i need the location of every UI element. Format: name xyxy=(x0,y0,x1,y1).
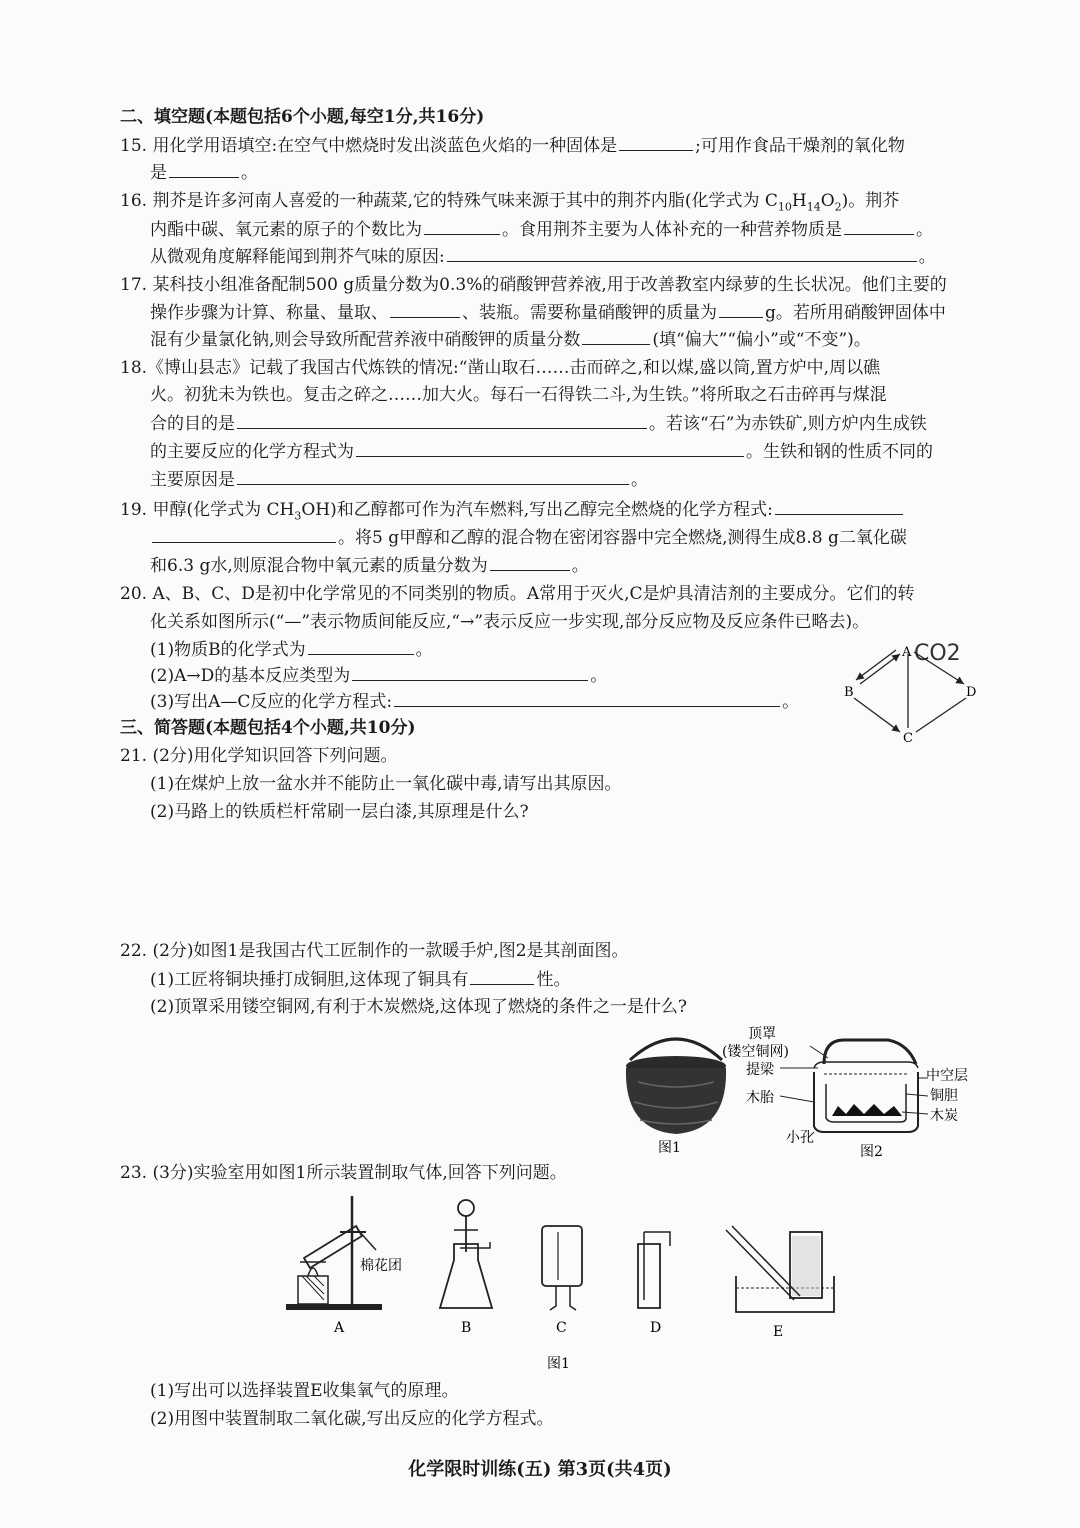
question-20-line-1 xyxy=(120,581,980,608)
formula-element: O xyxy=(820,191,835,211)
q20-text: 。 xyxy=(782,692,800,712)
q16-text: 。 xyxy=(916,220,933,240)
answer-blank[interactable] xyxy=(582,326,650,345)
section-heading-fill-in: 二、填空题(本题包括6个小题,每空1分,共16分) xyxy=(120,107,485,127)
label-charcoal: 木炭 xyxy=(930,1108,958,1124)
q16-text: 从微观角度解释能闻到荆芥气味的原因: xyxy=(150,247,445,267)
q20-text: 。 xyxy=(415,640,433,660)
question-23-sub-2: (2)用图中装置制取二氧化碳,写出反应的化学方程式。 xyxy=(150,1409,554,1429)
q18-text: 。 xyxy=(631,470,648,490)
label-copper-liner: 铜胆 xyxy=(930,1088,958,1104)
apparatus-b xyxy=(440,1200,492,1308)
answer-blank[interactable] xyxy=(424,216,500,235)
label-b: B xyxy=(461,1320,472,1336)
q19-text: 和6.3 g水,则原混合物中氧元素的质量分数为 xyxy=(150,556,488,576)
apparatus-d xyxy=(638,1232,670,1308)
question-23-line-1: 23. (3分)实验室用如图1所示装置制取气体,回答下列问题。 xyxy=(120,1163,567,1183)
q17-text: g。若所用硝酸钾固体中 xyxy=(765,303,946,323)
q22-text: (1)工匠将铜块捶打成铜胆,这体现了铜具有 xyxy=(150,970,469,990)
q19-text: OH)和乙醇都可作为汽车燃料,写出乙醇完全燃烧的化学方程式: xyxy=(301,500,773,520)
q18-text: 主要原因是 xyxy=(150,470,235,490)
arrow-a-to-b xyxy=(856,650,896,680)
hand-warmer-cross-section xyxy=(814,1040,918,1132)
q17-text: 操作步骤为计算、称量、量取、 xyxy=(150,303,388,323)
q19-text: 。 xyxy=(571,556,589,576)
node-c: C xyxy=(903,731,913,746)
q20-text: 。 xyxy=(590,666,608,686)
hand-warmer-figures xyxy=(618,1022,988,1162)
page-footer: 化学限时训练(五) 第3页(共4页) xyxy=(408,1459,672,1480)
answer-blank[interactable] xyxy=(352,662,588,681)
q19-text: 19. 甲醇(化学式为 CH xyxy=(120,500,295,520)
label-d: D xyxy=(650,1320,662,1336)
question-23-sub-1: (1)写出可以选择装置E收集氧气的原理。 xyxy=(150,1381,459,1401)
q15-text: 15. 用化学用语填空:在空气中燃烧时发出淡蓝色火焰的一种固体是 xyxy=(120,136,618,156)
question-18-line-4 xyxy=(150,438,980,466)
answer-blank[interactable] xyxy=(152,524,336,543)
figure-2-caption: 图2 xyxy=(860,1144,883,1160)
label-hollow-layer: 中空层 xyxy=(926,1068,968,1084)
q18-text: 。生铁和钢的性质不同的 xyxy=(746,442,933,462)
label-top-cover: 顶罩 xyxy=(748,1026,776,1042)
question-16-line-3 xyxy=(150,243,980,271)
answer-blank[interactable] xyxy=(619,132,693,151)
q15-text: 。 xyxy=(241,163,258,183)
question-17-line-1 xyxy=(120,272,980,299)
formula-element: H xyxy=(791,191,807,211)
q20-text: (3)写出A—C反应的化学方程式: xyxy=(150,692,393,712)
label-wood-body: 木胎 xyxy=(746,1090,774,1106)
answer-blank[interactable] xyxy=(308,636,414,655)
q18-text: 火。初犹未为铁也。复击之碎之……加大火。每石一石得铁二斗,为生铁。”将所取之石击碎再与煤混 xyxy=(150,385,887,405)
label-a: A xyxy=(334,1320,345,1336)
section-heading-short-answer: 三、简答题(本题包括4个小题,共10分) xyxy=(120,718,416,738)
question-16-line-2 xyxy=(150,216,980,244)
formula-subscript: 3 xyxy=(294,509,302,523)
question-15-line-2 xyxy=(150,159,980,187)
formula-subscript: 10 xyxy=(777,200,792,214)
q20-text: 化关系如图所示(“—”表示物质间能反应,“→”表示反应一步实现,部分反应物及反应条件已略去)。 xyxy=(150,612,870,632)
label-openwork-mesh: (镂空铜网) xyxy=(722,1044,789,1060)
answer-blank[interactable] xyxy=(447,243,917,262)
answer-blank[interactable] xyxy=(775,496,903,515)
answer-blank[interactable] xyxy=(390,299,460,318)
q18-text: 18.《博山县志》记载了我国古代炼铁的情况:“凿山取石……击而碎之,和以煤,盛以筒,置方炉中,周以礁 xyxy=(120,358,881,378)
hand-warmer-photo xyxy=(626,1039,726,1134)
q20-text: (1)物质B的化学式为 xyxy=(150,640,306,660)
figure-1-caption: 图1 xyxy=(547,1356,570,1372)
question-21-sub-2: (2)马路上的铁质栏杆常刷一层白漆,其原理是什么? xyxy=(150,802,529,822)
question-17-line-3 xyxy=(150,326,980,354)
q18-text: 。若该“石”为赤铁矿,则方炉内生成铁 xyxy=(649,414,927,434)
node-d: D xyxy=(966,685,977,700)
q20-text: (2)A→D的基本反应类型为 xyxy=(150,666,351,686)
apparatus-a xyxy=(286,1196,382,1310)
label-handle: 提梁 xyxy=(746,1062,774,1078)
answer-blank[interactable] xyxy=(237,466,629,485)
q22-text: 性。 xyxy=(536,970,571,990)
q18-text: 合的目的是 xyxy=(150,414,235,434)
q18-text: 的主要反应的化学方程式为 xyxy=(150,442,354,462)
q19-text: 。将5 g甲醇和乙醇的混合物在密闭容器中完全燃烧,测得生成8.8 g二氧化碳 xyxy=(338,528,907,548)
question-15-line-1 xyxy=(120,132,980,160)
q15-text: ;可用作食品干燥剂的氧化物 xyxy=(695,136,905,156)
answer-blank[interactable] xyxy=(490,552,570,571)
q17-text: 混有少量氯化钠,则会导致所配营养液中硝酸钾的质量分数 xyxy=(150,330,581,350)
answer-blank[interactable] xyxy=(237,410,647,429)
q16-text: 。 xyxy=(918,247,936,267)
answer-blank[interactable] xyxy=(356,438,744,457)
label-c: C xyxy=(556,1320,567,1336)
handwritten-note: CO2 xyxy=(914,641,961,666)
q20-text: 20. A、B、C、D是初中化学常见的不同类别的物质。A常用于灭火,C是炉具清洁剂的主要成分。它们的转 xyxy=(120,584,915,604)
question-18-line-1 xyxy=(120,355,980,382)
answer-blank[interactable] xyxy=(719,299,763,318)
figure-1-caption: 图1 xyxy=(658,1140,681,1156)
question-17-line-2 xyxy=(150,299,980,327)
label-e: E xyxy=(773,1324,784,1340)
question-19-line-2 xyxy=(150,524,980,552)
answer-blank[interactable] xyxy=(394,688,780,707)
q17-text: 、装瓶。需要称量硝酸钾的质量为 xyxy=(462,303,717,323)
q16-text: 内酯中碳、氧元素的原子的个数比为 xyxy=(150,220,422,240)
question-22-line-1: 22. (2分)如图1是我国古代工匠制作的一款暖手炉,图2是其剖面图。 xyxy=(120,941,629,961)
label-small-hole: 小孔 xyxy=(786,1130,814,1146)
q16-text: 16. 荆芥是许多河南人喜爱的一种蔬菜,它的特殊气味来源于其中的荆芥内脂(化学式为 C xyxy=(120,191,778,211)
q16-text: 。食用荆芥主要为人体补充的一种营养物质是 xyxy=(502,220,842,240)
question-22-sub-2: (2)顶罩采用镂空铜网,有利于木炭燃烧,这体现了燃烧的条件之一是什么? xyxy=(150,997,688,1017)
arrow-b-to-a xyxy=(860,654,900,684)
question-18-line-3 xyxy=(150,410,980,438)
q15-text: 是 xyxy=(150,163,167,183)
apparatus-c xyxy=(542,1226,582,1310)
answer-blank[interactable] xyxy=(844,216,914,235)
question-21-sub-1: (1)在煤炉上放一盆水并不能防止一氧化碳中毒,请写出其原因。 xyxy=(150,774,622,794)
question-18-line-2 xyxy=(150,382,980,409)
q17-text: (填“偏大”“偏小”或“不变”)。 xyxy=(652,330,871,350)
q17-text: 17. 某科技小组准备配制500 g质量分数为0.3%的硝酸钾营养液,用于改善教室内绿萝的生长状况。他们主要的 xyxy=(120,275,947,295)
label-cotton-ball: 棉花团 xyxy=(360,1258,402,1274)
question-21-line-1: 21. (2分)用化学知识回答下列问题。 xyxy=(120,746,398,766)
node-a: A xyxy=(902,645,912,660)
q16-text: )。荆芥 xyxy=(841,191,900,211)
apparatus-e xyxy=(726,1226,834,1312)
gas-apparatus-figure xyxy=(280,1192,860,1372)
formula-subscript: 14 xyxy=(806,200,821,214)
question-19-line-3 xyxy=(150,552,980,580)
answer-blank[interactable] xyxy=(169,159,239,178)
answer-blank[interactable] xyxy=(470,966,534,985)
question-22-sub-1 xyxy=(150,966,980,994)
question-18-line-5 xyxy=(150,466,980,494)
node-b: B xyxy=(844,685,854,700)
question-20-line-2 xyxy=(150,609,980,636)
formula-subscript: 2 xyxy=(834,200,842,214)
